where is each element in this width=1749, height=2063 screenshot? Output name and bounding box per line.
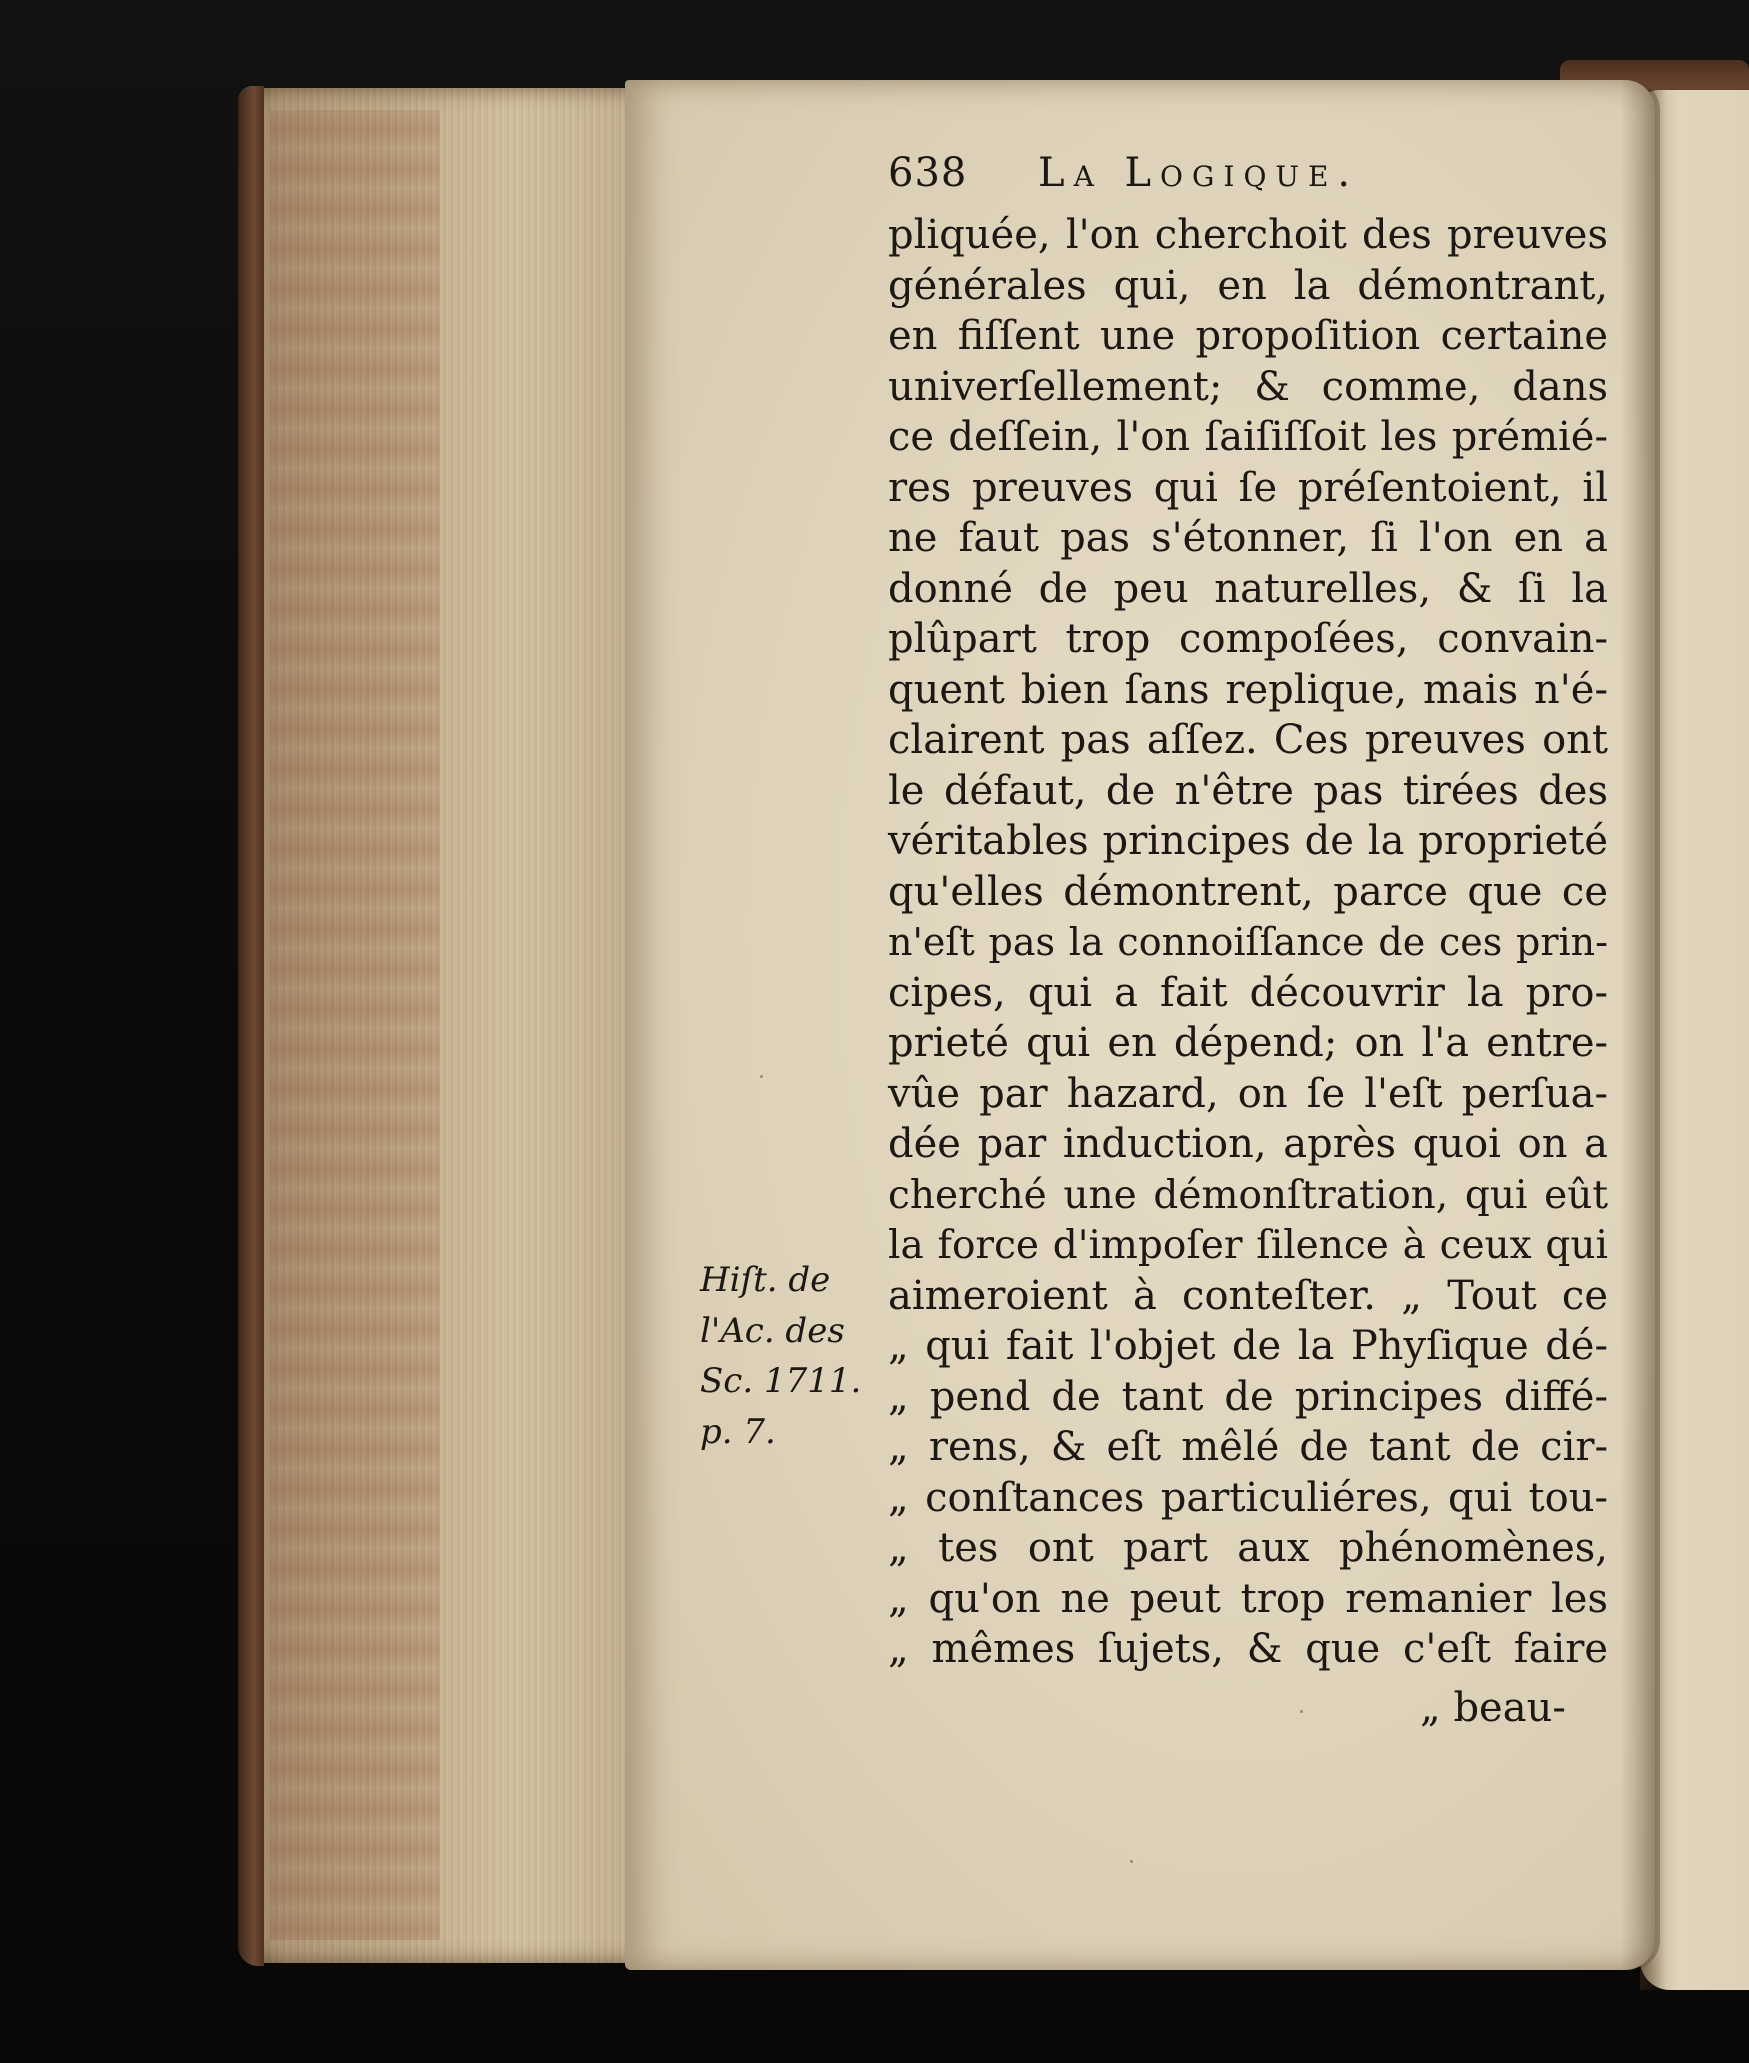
- margin-note-line: Hiſt. de: [700, 1260, 831, 1300]
- paper-speck: [1300, 1710, 1303, 1713]
- text-line-content: univerſellement; & comme, dans: [888, 363, 1608, 410]
- text-line-content: „ tes ont part aux phénomènes,: [888, 1525, 1608, 1571]
- text-line: [888, 1119, 1608, 1170]
- text-line: [888, 766, 1608, 817]
- text-line-content: le défaut, de n'être pas tirées des: [888, 767, 1608, 814]
- text-line-content: quent bien ſans replique, mais n'é-: [888, 666, 1608, 713]
- red-edge-stain: [270, 110, 440, 1940]
- text-line: [888, 463, 1608, 514]
- text-line-content: en fiſſent une propoſition certaine: [888, 313, 1608, 359]
- text-line: [888, 917, 1608, 968]
- text-line: [888, 564, 1608, 615]
- page-gutter-shadow: [1620, 80, 1660, 1970]
- text-line: [888, 1018, 1608, 1069]
- text-line-content: res preuves qui ſe préſentoient, il: [888, 464, 1608, 511]
- text-line: [888, 715, 1608, 766]
- page-number: 638: [888, 150, 968, 196]
- text-line-content: „ qu'on ne peut trop remanier les: [888, 1575, 1608, 1622]
- paper-speck: [760, 1075, 763, 1078]
- text-line: [888, 261, 1608, 312]
- text-line-content: qu'elles démontrent, parce que ce: [888, 868, 1608, 915]
- text-line: [888, 1422, 1608, 1473]
- text-line-content: ne faut pas s'étonner, ſi l'on en a: [888, 515, 1608, 561]
- text-line-content: aimeroient à conteſter. „ Tout ce: [888, 1272, 1608, 1319]
- text-line: [888, 968, 1608, 1019]
- text-line: [888, 362, 1608, 413]
- text-line: [888, 614, 1608, 665]
- margin-note-line: l'Ac. des: [700, 1310, 845, 1351]
- text-line-content: n'eſt pas la connoiſſance de ces prin-: [888, 920, 1608, 964]
- text-line-content: dée par induction, après quoi on a: [888, 1121, 1608, 1167]
- text-line-content: „ pend de tant de principes diffé-: [888, 1373, 1608, 1420]
- text-line-content: „ qui fait l'objet de la Phyſique dé-: [888, 1323, 1608, 1369]
- margin-note: [700, 1255, 870, 1457]
- text-line: [888, 412, 1608, 463]
- text-line: [888, 1624, 1608, 1675]
- text-line: [888, 1574, 1608, 1625]
- text-line: [888, 1069, 1608, 1120]
- running-title: La Logique.: [1038, 150, 1360, 196]
- text-line-content: générales qui, en la démontrant,: [888, 262, 1608, 309]
- text-line-content: ce deſſein, l'on ſaiſiſſoit les prémié-: [888, 414, 1608, 460]
- book-cover-edge: [238, 86, 264, 1966]
- text-line-content: clairent pas aſſez. Ces preuves ont: [888, 717, 1608, 763]
- text-line: [888, 867, 1608, 918]
- text-line: [888, 1220, 1608, 1271]
- text-line-content: cipes, qui a fait découvrir la pro-: [888, 969, 1608, 1016]
- text-line-content: donné de peu naturelles, & ſi la: [888, 565, 1608, 612]
- paper-speck: [1130, 1860, 1133, 1863]
- text-line: [888, 1372, 1608, 1423]
- text-line-content: „ rens, & eſt mêlé de tant de cir-: [888, 1424, 1608, 1470]
- text-line-content: cherché une démonſtration, qui eût: [888, 1172, 1608, 1218]
- text-line: [888, 665, 1608, 716]
- text-line-content: véritables principes de la proprieté: [888, 818, 1608, 864]
- text-line-content: plûpart trop compoſées, convain-: [888, 616, 1608, 662]
- margin-note-line: Sc. 1711.: [700, 1361, 862, 1401]
- text-line-content: pliquée, l'on cherchoit des preuves: [888, 212, 1608, 258]
- margin-note-line: p. 7.: [700, 1411, 776, 1452]
- text-line: [888, 1523, 1608, 1574]
- text-line: [888, 1473, 1608, 1524]
- text-line-content: prieté qui en dépend; on l'a entre-: [888, 1020, 1608, 1066]
- text-line-content: „ conſtances particuliéres, qui tou-: [888, 1474, 1608, 1521]
- text-line: [888, 513, 1608, 564]
- text-line-content: „ mêmes ſujets, & que c'eſt faire: [888, 1626, 1608, 1672]
- text-line-content: la force d'impoſer ſilence à ceux qui: [888, 1223, 1608, 1268]
- text-line-content: vûe par hazard, on ſe l'eſt perſua-: [888, 1070, 1608, 1117]
- text-line: [888, 1271, 1608, 1322]
- text-line: [888, 311, 1608, 362]
- catchword: „ beau-: [1420, 1685, 1566, 1731]
- text-line: [888, 1321, 1608, 1372]
- text-line: [888, 210, 1608, 261]
- text-line: [888, 1170, 1608, 1221]
- text-line: [888, 816, 1608, 867]
- page-header: [888, 150, 1528, 210]
- body-text: [888, 210, 1608, 1675]
